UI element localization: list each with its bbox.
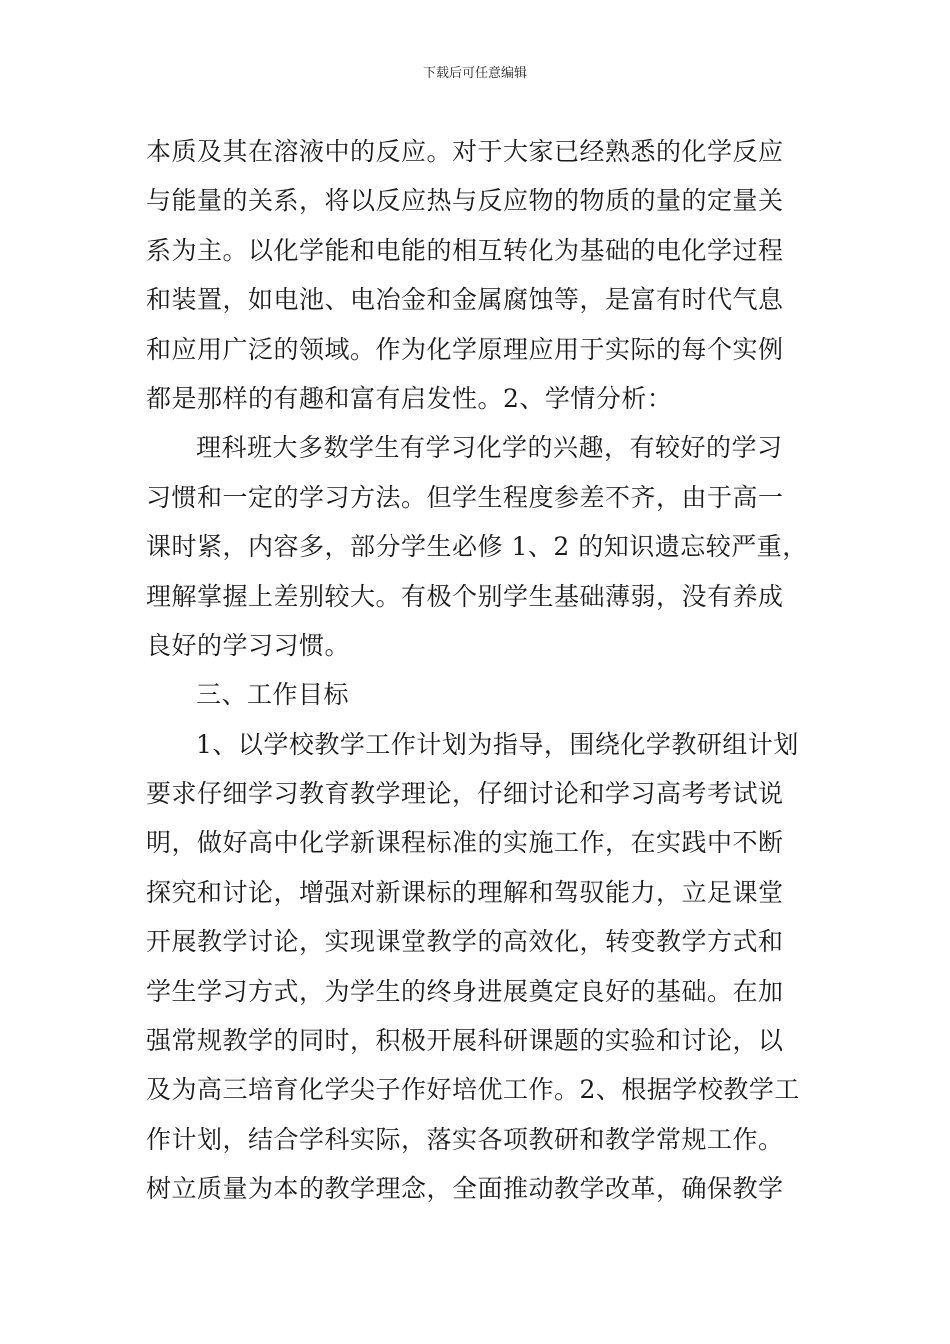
- text-line: 要求仔细学习教育教学理论，仔细讨论和学习高考考试说: [146, 779, 784, 809]
- text-line: 树立质量为本的教学理念，全面推动教学改革，确保教学: [146, 1174, 784, 1204]
- text-line: 及为高三培育化学尖子作好培优工作。2、根据学校教学工: [146, 1075, 800, 1105]
- text-line: 理解掌握上差别较大。有极个别学生基础薄弱，没有养成: [146, 581, 784, 611]
- text-line: 课时紧，内容多，部分学生必修 1、2 的知识遗忘较严重，: [146, 532, 808, 562]
- text-line: 良好的学习习惯。: [146, 630, 351, 660]
- text-line: 与能量的关系，将以反应热与反应物的物质的量的定量关: [146, 186, 784, 216]
- document-body: [146, 127, 808, 1214]
- paragraph-first-line: 1、以学校教学工作计划为指导，围绕化学教研组计划: [196, 729, 799, 759]
- text-line: 探究和讨论，增强对新课标的理解和驾驭能力，立足课堂: [146, 877, 784, 907]
- text-line: 强常规教学的同时，积极开展科研课题的实验和讨论，以: [146, 1026, 784, 1056]
- text-line: 和应用广泛的领域。作为化学原理应用于实际的每个实例: [146, 334, 784, 364]
- text-line: 明，做好高中化学新课程标准的实施工作，在实践中不断: [146, 828, 784, 858]
- text-line: 作计划，结合学科实际，落实各项教研和教学常规工作。: [146, 1124, 784, 1154]
- paragraph-first-line: 理科班大多数学生有学习化学的兴趣，有较好的学习: [196, 433, 783, 463]
- section-heading: 三、工作目标: [196, 680, 350, 710]
- text-line: 本质及其在溶液中的反应。对于大家已经熟悉的化学反应: [146, 137, 784, 166]
- text-line: 开展教学讨论，实现课堂教学的高效化，转变教学方式和: [146, 927, 784, 957]
- text-line: 系为主。以化学能和电能的相互转化为基础的电化学过程: [146, 235, 784, 265]
- text-line: 和装置，如电池、电冶金和金属腐蚀等，是富有时代气息: [146, 285, 784, 315]
- text-line: 习惯和一定的学习方法。但学生程度参差不齐，由于高一: [146, 482, 784, 512]
- page-header: 下载后可任意编辑: [422, 66, 527, 81]
- text-line: 都是那样的有趣和富有启发性。2、学情分析：: [146, 383, 673, 413]
- text-line: 学生学习方式，为学生的终身进展奠定良好的基础。在加: [146, 976, 784, 1006]
